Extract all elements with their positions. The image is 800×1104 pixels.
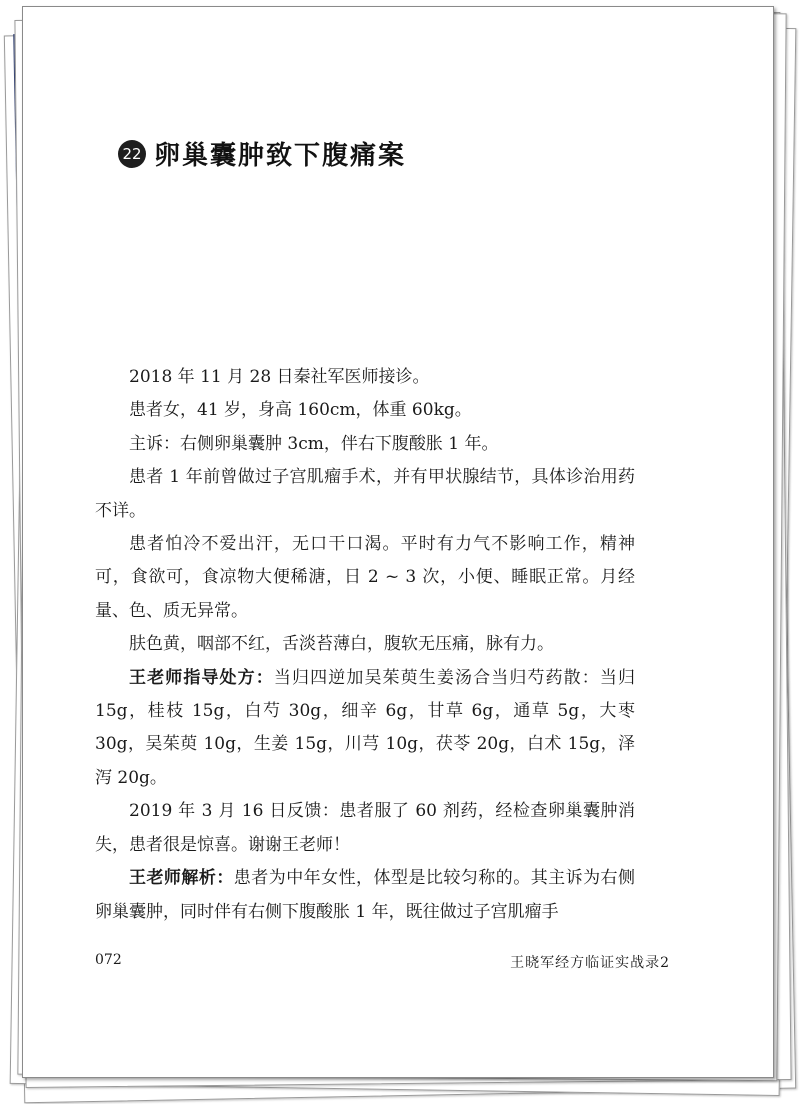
chapter-title bbox=[118, 135, 406, 172]
paragraph: 患者 1 年前曾做过子宫肌瘤手术，并有甲状腺结节，具体诊治用药不详。 bbox=[95, 467, 635, 521]
paragraph: 患者女，41 岁，身高 160cm，体重 60kg。 bbox=[129, 400, 472, 421]
paragraph: 肤色黄，咽部不红，舌淡苔薄白，腹软无压痛，脉有力。 bbox=[129, 634, 554, 655]
analysis-label: 王老师解析： bbox=[129, 868, 234, 889]
paragraph bbox=[95, 862, 635, 929]
paragraph: 2019 年 3 月 16 日反馈：患者服了 60 剂药，经检查卵巢囊肿消失，患者很是惊喜。谢谢王老师！ bbox=[95, 801, 635, 855]
body-text bbox=[95, 361, 635, 929]
paragraph: 主诉：右侧卵巢囊肿 3cm，伴右下腹酸胀 1 年。 bbox=[129, 433, 499, 454]
analysis-text: 患者为中年女性，体型是比较匀称的。其主诉为右侧卵巢囊肿，同时伴有右侧下腹酸胀 1 年，既往做过子宫肌瘤手 bbox=[95, 868, 636, 922]
running-footer-title: 王晓军经方临证实战录2 bbox=[510, 955, 670, 971]
prescription-label: 王老师指导处方： bbox=[129, 667, 274, 688]
paragraph: 2018 年 11 月 28 日秦社军医师接诊。 bbox=[129, 367, 430, 387]
chapter-number-badge: 22 bbox=[118, 140, 146, 168]
prescription-text: 当归四逆加吴茱萸生姜汤合当归芍药散：当归 15g，桂枝 15g，白芍 30g，细辛 6g，甘草 6g，通草 5g，大枣 30g，吴茱萸 10g，生姜 15g，川芎 10g，茯苓 20g，白术 15g，泽泻 20g。 bbox=[95, 667, 636, 788]
chapter-title-text: 卵巢囊肿致下腹痛案 bbox=[154, 141, 407, 171]
page-number: 072 bbox=[95, 952, 122, 968]
paragraph bbox=[95, 662, 635, 796]
paragraph: 患者怕冷不爱出汗，无口干口渴。平时有力气不影响工作，精神可，食欲可，食凉物大便稀溏，日 2 ~ 3 次，小便、睡眠正常。月经量、色、质无异常。 bbox=[95, 534, 635, 621]
